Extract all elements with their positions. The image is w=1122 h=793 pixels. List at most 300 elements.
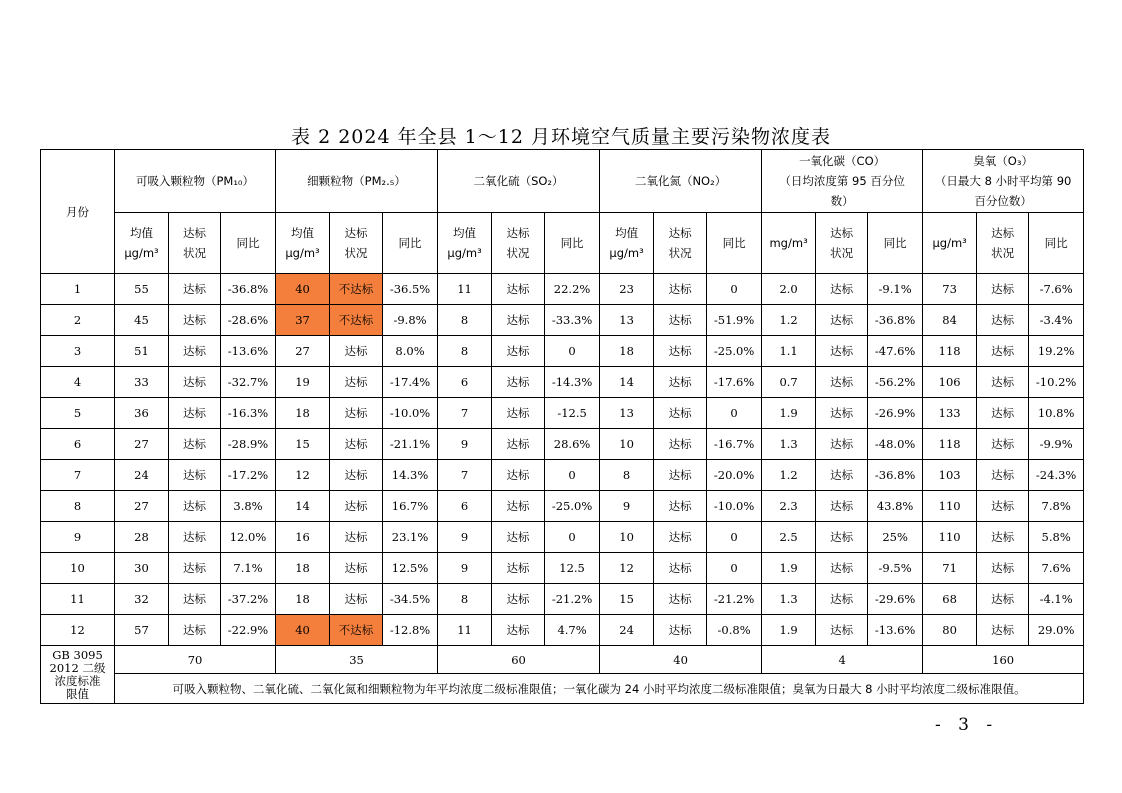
value-cell: -21.2% (707, 584, 762, 615)
value-cell: 27 (115, 429, 169, 460)
status-cell: 达标 (330, 367, 383, 398)
value-cell: 9 (438, 429, 492, 460)
value-cell: 51 (115, 336, 169, 367)
status-cell: 达标 (816, 398, 868, 429)
status-cell: 达标 (654, 367, 707, 398)
value-cell: 1.9 (762, 553, 816, 584)
value-cell: -13.6% (221, 336, 276, 367)
subheader-avg-unit: μg/m³ (609, 246, 644, 260)
row-month: 5 (41, 398, 115, 429)
value-cell: 29.0% (1029, 615, 1084, 646)
value-cell: -9.5% (868, 553, 923, 584)
status-cell: 达标 (816, 584, 868, 615)
status-cell: 达标 (330, 429, 383, 460)
status-cell: 达标 (654, 491, 707, 522)
subheader-row (41, 213, 1084, 274)
value-cell: -10.0% (383, 398, 438, 429)
value-cell: 18 (276, 553, 330, 584)
value-cell: -36.8% (868, 460, 923, 491)
value-cell: 10.8% (1029, 398, 1084, 429)
standard-label-line: 2012 二级 (49, 660, 106, 675)
value-cell: 2.3 (762, 491, 816, 522)
status-cell: 达标 (654, 305, 707, 336)
status-cell: 不达标 (330, 274, 383, 305)
status-cell: 达标 (492, 584, 545, 615)
value-cell: -10.2% (1029, 367, 1084, 398)
status-cell: 不达标 (330, 305, 383, 336)
value-cell: -28.6% (221, 305, 276, 336)
value-cell: 0 (545, 336, 600, 367)
subheader-avg (276, 213, 330, 274)
status-cell: 达标 (169, 398, 221, 429)
status-cell: 不达标 (330, 615, 383, 646)
value-cell: 3.8% (221, 491, 276, 522)
status-cell: 达标 (816, 305, 868, 336)
value-cell: 11 (438, 615, 492, 646)
status-cell: 达标 (169, 367, 221, 398)
value-cell: -7.6% (1029, 274, 1084, 305)
status-cell: 达标 (816, 491, 868, 522)
status-cell: 达标 (492, 274, 545, 305)
subheader-status (977, 213, 1029, 274)
status-cell: 达标 (492, 305, 545, 336)
value-cell: 0 (707, 398, 762, 429)
value-cell: 73 (923, 274, 977, 305)
value-cell: 14 (600, 367, 654, 398)
value-cell: 0.7 (762, 367, 816, 398)
row-month: 6 (41, 429, 115, 460)
status-cell: 达标 (816, 274, 868, 305)
status-cell: 达标 (977, 429, 1029, 460)
subheader-yoy: 同比 (868, 213, 923, 274)
status-cell: 达标 (977, 615, 1029, 646)
subheader-yoy: 同比 (545, 213, 600, 274)
value-cell: 9 (600, 491, 654, 522)
value-cell: -22.9% (221, 615, 276, 646)
subheader-avg (923, 213, 977, 274)
subheader-avg-label: 均值 (615, 226, 639, 240)
value-cell: -12.5 (545, 398, 600, 429)
value-cell: -24.3% (1029, 460, 1084, 491)
header-co-line1: 一氧化碳（CO） (799, 154, 886, 168)
value-cell: 27 (115, 491, 169, 522)
value-cell: -9.9% (1029, 429, 1084, 460)
value-cell: 40 (276, 615, 330, 646)
value-cell: 1.9 (762, 398, 816, 429)
table-row (41, 553, 1084, 584)
subheader-avg (600, 213, 654, 274)
value-cell: -33.3% (545, 305, 600, 336)
standard-value: 40 (600, 646, 762, 674)
value-cell: 16.7% (383, 491, 438, 522)
value-cell: 0 (545, 460, 600, 491)
status-cell: 达标 (492, 491, 545, 522)
status-cell: 达标 (330, 522, 383, 553)
status-cell: 达标 (977, 274, 1029, 305)
subheader-status-bottom: 状况 (344, 246, 368, 260)
value-cell: 8 (438, 336, 492, 367)
standard-label-line: 浓度标准 (54, 673, 101, 688)
value-cell: -21.1% (383, 429, 438, 460)
status-cell: 达标 (816, 367, 868, 398)
row-month: 4 (41, 367, 115, 398)
value-cell: -47.6% (868, 336, 923, 367)
subheader-avg-label: 均值 (453, 226, 477, 240)
table-row (41, 429, 1084, 460)
value-cell: 8.0% (383, 336, 438, 367)
value-cell: -36.8% (868, 305, 923, 336)
subheader-avg (438, 213, 492, 274)
value-cell: -26.9% (868, 398, 923, 429)
value-cell: -37.2% (221, 584, 276, 615)
value-cell: 0 (545, 522, 600, 553)
value-cell: 10 (600, 522, 654, 553)
value-cell: 27 (276, 336, 330, 367)
value-cell: 23 (600, 274, 654, 305)
value-cell: 84 (923, 305, 977, 336)
value-cell: 6 (438, 491, 492, 522)
header-pm10: 可吸入颗粒物（PM₁₀） (115, 150, 276, 213)
value-cell: 37 (276, 305, 330, 336)
subheader-yoy: 同比 (221, 213, 276, 274)
status-cell: 达标 (654, 460, 707, 491)
value-cell: 71 (923, 553, 977, 584)
row-month: 10 (41, 553, 115, 584)
value-cell: -9.1% (868, 274, 923, 305)
row-month: 11 (41, 584, 115, 615)
value-cell: 30 (115, 553, 169, 584)
value-cell: 2.0 (762, 274, 816, 305)
table-row (41, 491, 1084, 522)
table-row (41, 615, 1084, 646)
table-row (41, 274, 1084, 305)
value-cell: 12.5 (545, 553, 600, 584)
status-cell: 达标 (977, 491, 1029, 522)
subheader-status-bottom: 状况 (506, 246, 530, 260)
value-cell: -17.4% (383, 367, 438, 398)
value-cell: 118 (923, 429, 977, 460)
row-month: 7 (41, 460, 115, 491)
value-cell: 43.8% (868, 491, 923, 522)
status-cell: 达标 (654, 584, 707, 615)
value-cell: 106 (923, 367, 977, 398)
value-cell: 1.3 (762, 429, 816, 460)
subheader-avg (115, 213, 169, 274)
value-cell: 15 (600, 584, 654, 615)
standard-row (41, 646, 1084, 674)
table-row (41, 522, 1084, 553)
value-cell: 1.2 (762, 305, 816, 336)
subheader-status (330, 213, 383, 274)
status-cell: 达标 (169, 553, 221, 584)
header-o3-line2: （日最大 8 小时平均第 90 (934, 174, 1072, 188)
header-co-line3: 数） (830, 194, 854, 208)
value-cell: 110 (923, 491, 977, 522)
value-cell: 7.1% (221, 553, 276, 584)
value-cell: 0 (707, 274, 762, 305)
subheader-avg-unit: μg/m³ (124, 246, 159, 260)
value-cell: 12 (276, 460, 330, 491)
subheader-status-top: 达标 (344, 226, 368, 240)
value-cell: 19 (276, 367, 330, 398)
status-cell: 达标 (654, 336, 707, 367)
status-cell: 达标 (977, 367, 1029, 398)
status-cell: 达标 (816, 336, 868, 367)
value-cell: -29.6% (868, 584, 923, 615)
pollutant-table (40, 149, 1084, 704)
status-cell: 达标 (169, 274, 221, 305)
value-cell: 9 (438, 522, 492, 553)
subheader-yoy: 同比 (383, 213, 438, 274)
status-cell: 达标 (977, 553, 1029, 584)
value-cell: -17.6% (707, 367, 762, 398)
subheader-avg-label: 均值 (291, 226, 315, 240)
value-cell: -34.5% (383, 584, 438, 615)
value-cell: 18 (276, 584, 330, 615)
status-cell: 达标 (816, 615, 868, 646)
status-cell: 达标 (330, 584, 383, 615)
header-no2: 二氧化氮（NO₂） (600, 150, 762, 213)
status-cell: 达标 (816, 553, 868, 584)
standard-label-line: GB 3095 (52, 647, 103, 662)
status-cell: 达标 (977, 398, 1029, 429)
value-cell: 0 (707, 522, 762, 553)
value-cell: 12.0% (221, 522, 276, 553)
subheader-avg-unit: μg/m³ (932, 236, 967, 250)
value-cell: 1.2 (762, 460, 816, 491)
value-cell: 28.6% (545, 429, 600, 460)
value-cell: 103 (923, 460, 977, 491)
standard-label (41, 646, 115, 704)
value-cell: -16.3% (221, 398, 276, 429)
value-cell: -10.0% (707, 491, 762, 522)
value-cell: 6 (438, 367, 492, 398)
row-month: 8 (41, 491, 115, 522)
value-cell: 12.5% (383, 553, 438, 584)
value-cell: 0 (707, 553, 762, 584)
value-cell: -56.2% (868, 367, 923, 398)
page-number: - 3 - (935, 715, 999, 735)
status-cell: 达标 (492, 367, 545, 398)
status-cell: 达标 (330, 460, 383, 491)
value-cell: 9 (438, 553, 492, 584)
status-cell: 达标 (977, 522, 1029, 553)
value-cell: 28 (115, 522, 169, 553)
value-cell: 110 (923, 522, 977, 553)
standard-note: 可吸入颗粒物、二氧化硫、二氧化氮和细颗粒物为年平均浓度二级标准限值；一氧化碳为 24 小时平均浓度二级标准限值；臭氧为日最大 8 小时平均浓度二级标准限值。 (115, 674, 1084, 704)
value-cell: 7 (438, 398, 492, 429)
status-cell: 达标 (330, 398, 383, 429)
subheader-co-unit: mg/m³ (769, 236, 808, 250)
header-o3-line1: 臭氧（O₃） (973, 154, 1033, 168)
header-month: 月份 (41, 150, 115, 274)
value-cell: 24 (115, 460, 169, 491)
standard-value: 70 (115, 646, 276, 674)
status-cell: 达标 (492, 336, 545, 367)
standard-label-line: 限值 (66, 686, 89, 701)
subheader-status-top: 达标 (991, 226, 1015, 240)
subheader-avg-label: 均值 (130, 226, 153, 240)
value-cell: 8 (600, 460, 654, 491)
standard-value: 60 (438, 646, 600, 674)
value-cell: 25% (868, 522, 923, 553)
value-cell: 45 (115, 305, 169, 336)
value-cell: 1.3 (762, 584, 816, 615)
table-row (41, 305, 1084, 336)
value-cell: 57 (115, 615, 169, 646)
subheader-status-top: 达标 (506, 226, 530, 240)
row-month: 1 (41, 274, 115, 305)
value-cell: 4.7% (545, 615, 600, 646)
value-cell: 40 (276, 274, 330, 305)
value-cell: -4.1% (1029, 584, 1084, 615)
subheader-status-top: 达标 (830, 226, 854, 240)
value-cell: 18 (600, 336, 654, 367)
status-cell: 达标 (816, 460, 868, 491)
value-cell: 7.6% (1029, 553, 1084, 584)
value-cell: 11 (438, 274, 492, 305)
subheader-status (169, 213, 221, 274)
status-cell: 达标 (492, 429, 545, 460)
status-cell: 达标 (169, 305, 221, 336)
value-cell: 1.9 (762, 615, 816, 646)
subheader-status (654, 213, 707, 274)
status-cell: 达标 (492, 398, 545, 429)
table-row (41, 336, 1084, 367)
status-cell: 达标 (977, 336, 1029, 367)
value-cell: 16 (276, 522, 330, 553)
value-cell: 8 (438, 305, 492, 336)
status-cell: 达标 (816, 429, 868, 460)
subheader-status (492, 213, 545, 274)
value-cell: 8 (438, 584, 492, 615)
status-cell: 达标 (654, 522, 707, 553)
status-cell: 达标 (654, 553, 707, 584)
header-co (762, 150, 923, 213)
value-cell: -21.2% (545, 584, 600, 615)
row-month: 9 (41, 522, 115, 553)
table-title: 表 2 2024 年全县 1～12 月环境空气质量主要污染物浓度表 (291, 126, 831, 148)
value-cell: 36 (115, 398, 169, 429)
row-month: 12 (41, 615, 115, 646)
value-cell: 24 (600, 615, 654, 646)
value-cell: 23.1% (383, 522, 438, 553)
value-cell: 32 (115, 584, 169, 615)
table-row (41, 460, 1084, 491)
value-cell: 7 (438, 460, 492, 491)
value-cell: 10 (600, 429, 654, 460)
value-cell: -12.8% (383, 615, 438, 646)
status-cell: 达标 (169, 460, 221, 491)
status-cell: 达标 (654, 429, 707, 460)
value-cell: 80 (923, 615, 977, 646)
status-cell: 达标 (654, 274, 707, 305)
value-cell: 13 (600, 305, 654, 336)
status-cell: 达标 (169, 429, 221, 460)
status-cell: 达标 (654, 615, 707, 646)
status-cell: 达标 (816, 522, 868, 553)
value-cell: 19.2% (1029, 336, 1084, 367)
standard-value: 35 (276, 646, 438, 674)
status-cell: 达标 (169, 336, 221, 367)
value-cell: -32.7% (221, 367, 276, 398)
value-cell: 33 (115, 367, 169, 398)
subheader-status-bottom: 状况 (830, 246, 854, 260)
value-cell: 1.1 (762, 336, 816, 367)
value-cell: 18 (276, 398, 330, 429)
value-cell: 133 (923, 398, 977, 429)
value-cell: -14.3% (545, 367, 600, 398)
value-cell: 7.8% (1029, 491, 1084, 522)
status-cell: 达标 (169, 584, 221, 615)
status-cell: 达标 (977, 305, 1029, 336)
subheader-yoy: 同比 (1029, 213, 1084, 274)
table-row (41, 367, 1084, 398)
value-cell: -16.7% (707, 429, 762, 460)
table-row (41, 398, 1084, 429)
status-cell: 达标 (977, 584, 1029, 615)
header-o3 (923, 150, 1084, 213)
value-cell: -48.0% (868, 429, 923, 460)
value-cell: 13 (600, 398, 654, 429)
subheader-avg-unit: μg/m³ (285, 246, 320, 260)
value-cell: 55 (115, 274, 169, 305)
row-month: 2 (41, 305, 115, 336)
value-cell: 2.5 (762, 522, 816, 553)
status-cell: 达标 (330, 553, 383, 584)
subheader-yoy: 同比 (707, 213, 762, 274)
row-month: 3 (41, 336, 115, 367)
standard-note-row (41, 674, 1084, 704)
value-cell: -0.8% (707, 615, 762, 646)
header-so2: 二氧化硫（SO₂） (438, 150, 600, 213)
status-cell: 达标 (169, 491, 221, 522)
status-cell: 达标 (492, 522, 545, 553)
subheader-status-top: 达标 (668, 226, 692, 240)
value-cell: -51.9% (707, 305, 762, 336)
status-cell: 达标 (654, 398, 707, 429)
header-co-line2: （日均浓度第 95 百分位 (779, 174, 905, 188)
value-cell: -36.8% (221, 274, 276, 305)
status-cell: 达标 (977, 460, 1029, 491)
subheader-status-bottom: 状况 (668, 246, 692, 260)
value-cell: -20.0% (707, 460, 762, 491)
value-cell: 22.2% (545, 274, 600, 305)
value-cell: 15 (276, 429, 330, 460)
status-cell: 达标 (492, 553, 545, 584)
subheader-avg-unit: μg/m³ (447, 246, 482, 260)
subheader-status (816, 213, 868, 274)
value-cell: -28.9% (221, 429, 276, 460)
status-cell: 达标 (330, 336, 383, 367)
value-cell: -3.4% (1029, 305, 1084, 336)
status-cell: 达标 (169, 522, 221, 553)
subheader-status-top: 达标 (183, 226, 206, 240)
value-cell: -9.8% (383, 305, 438, 336)
value-cell: 14.3% (383, 460, 438, 491)
status-cell: 达标 (169, 615, 221, 646)
value-cell: -13.6% (868, 615, 923, 646)
value-cell: 118 (923, 336, 977, 367)
header-pm25: 细颗粒物（PM₂.₅） (276, 150, 438, 213)
value-cell: 68 (923, 584, 977, 615)
status-cell: 达标 (492, 615, 545, 646)
header-o3-line3: 百分位数） (974, 194, 1032, 208)
value-cell: -25.0% (707, 336, 762, 367)
value-cell: -25.0% (545, 491, 600, 522)
status-cell: 达标 (330, 491, 383, 522)
value-cell: 14 (276, 491, 330, 522)
